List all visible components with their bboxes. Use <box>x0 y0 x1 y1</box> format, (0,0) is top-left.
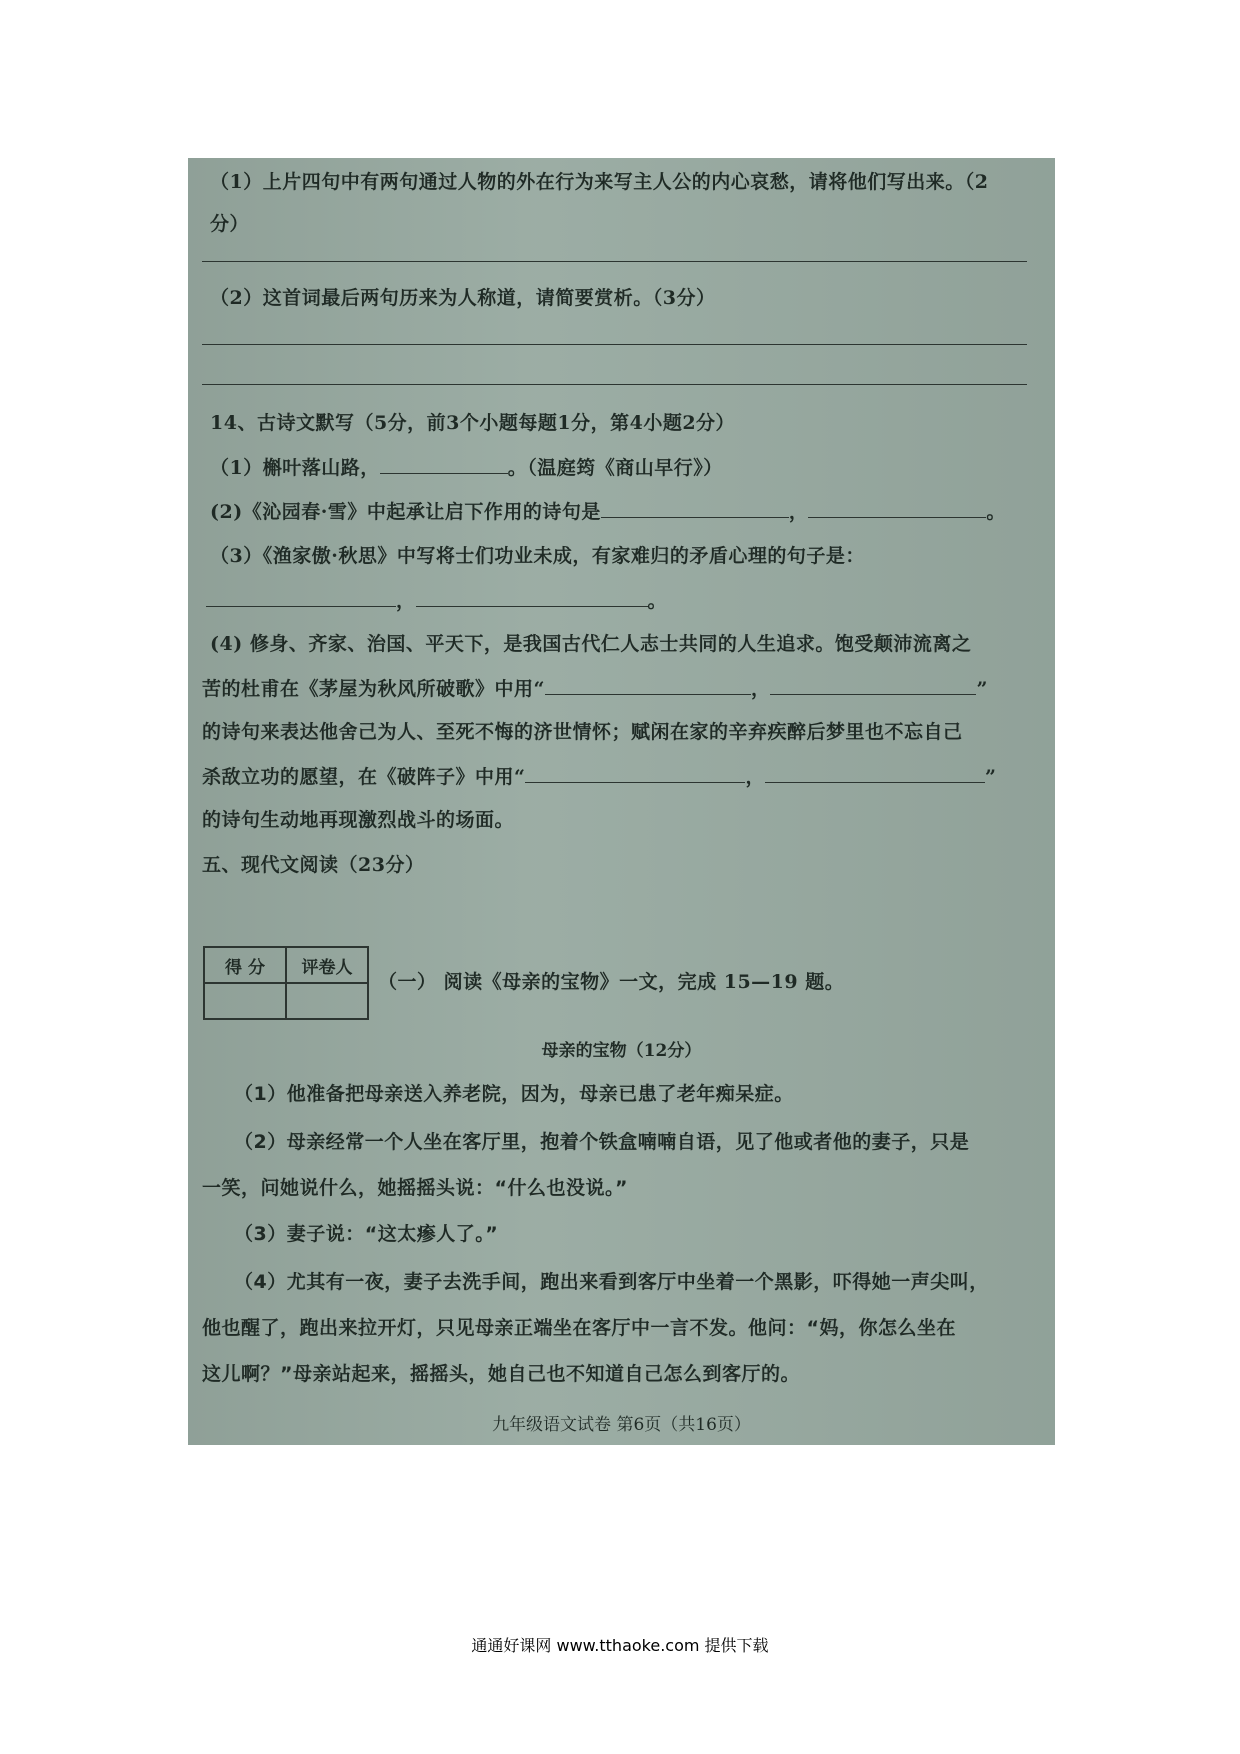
article-para4-line3: 这儿啊？”母亲站起来，摇摇头，她自己也不知道自己怎么到客厅的。 <box>202 1363 800 1385</box>
article-para2-line2: 一笑，问她说什么，她摇摇头说：“什么也没说。” <box>202 1177 628 1199</box>
section5-title: 五、现代文阅读（23分） <box>202 854 425 876</box>
score-box <box>203 946 369 1020</box>
fill-blank[interactable] <box>770 676 976 695</box>
fill-blank[interactable] <box>416 588 648 607</box>
q14-item1 <box>210 455 723 480</box>
q14-item1-text: （1）槲叶落山路， <box>210 457 380 479</box>
q14-item2 <box>210 499 1006 524</box>
score-label: 得 分 <box>204 947 286 983</box>
article-para3: （3）妻子说：“这太瘆人了。” <box>234 1223 499 1245</box>
answer-line <box>202 344 1027 345</box>
q14-item4-line5: 的诗句生动地再现激烈战斗的场面。 <box>202 809 515 831</box>
q14-item4-line4 <box>202 764 996 789</box>
article-para4-line2: 他也醒了，跑出来拉开灯，只见母亲正端坐在客厅中一言不发。他问：“妈，你怎么坐在 <box>202 1317 956 1339</box>
q14-item4-text: 杀敌立功的愿望，在《破阵子》中用“ <box>202 766 526 788</box>
fill-blank[interactable] <box>765 764 985 783</box>
q13-part2: （2）这首词最后两句历来为人称道，请简要赏析。（3分） <box>210 287 716 309</box>
score-cell[interactable] <box>204 983 286 1019</box>
q14-item3: （3）《渔家傲·秋思》中写将士们功业未成，有家难归的矛盾心理的句子是： <box>210 545 865 567</box>
q14-item4-line3: 的诗句来表达他舍己为人、至死不悔的济世情怀；赋闲在家的辛弃疾醉后梦里也不忘自己 <box>202 721 963 743</box>
period: 。 <box>647 590 668 612</box>
q13-part1-line1: （1）上片四句中有两句通过人物的外在行为来写主人公的内心哀愁，请将他们写出来。（2 <box>210 171 989 193</box>
q14-item4-line1: (4) 修身、齐家、治国、平天下，是我国古代仁人志士共同的人生追求。饱受颠沛流离之 <box>210 633 972 655</box>
fill-blank[interactable] <box>808 499 986 518</box>
fill-blank[interactable] <box>601 499 789 518</box>
page-footer: 九年级语文试卷 第6页（共16页） <box>492 1415 751 1435</box>
article-title: 母亲的宝物（12分） <box>541 1041 702 1061</box>
close-quote: ” <box>976 678 988 700</box>
grader-label: 评卷人 <box>286 947 368 983</box>
comma: ， <box>750 678 771 700</box>
comma: ， <box>788 501 809 523</box>
fill-blank[interactable] <box>380 455 508 474</box>
grader-cell[interactable] <box>286 983 368 1019</box>
q14-item1-source: 。（温庭筠《商山早行》） <box>507 457 723 479</box>
q14-item3-blanks <box>206 588 667 613</box>
comma: ， <box>745 766 765 788</box>
q14-item4-line2 <box>202 676 988 701</box>
q14-title: 14、古诗文默写（5分，前3个小题每题1分，第4小题2分） <box>210 412 736 434</box>
fill-blank[interactable] <box>545 676 751 695</box>
reading-instruction: （一） 阅读《母亲的宝物》一文，完成 15—19 题。 <box>378 971 845 993</box>
answer-line <box>202 384 1027 385</box>
site-footer: 通通好课网 www.tthaoke.com 提供下载 <box>471 1636 769 1655</box>
exam-page-photo <box>188 158 1055 1445</box>
article-para4-line1: （4）尤其有一夜，妻子去洗手间，跑出来看到客厅中坐着一个黑影，吓得她一声尖叫， <box>234 1271 989 1293</box>
period: 。 <box>986 501 1006 523</box>
fill-blank[interactable] <box>525 764 745 783</box>
q13-part1-line2: 分） <box>210 213 250 235</box>
answer-line <box>202 261 1027 262</box>
fill-blank[interactable] <box>206 588 396 607</box>
article-para1: （1）他准备把母亲送入养老院，因为，母亲已患了老年痴呆症。 <box>234 1083 794 1105</box>
article-para2-line1: （2）母亲经常一个人坐在客厅里，抱着个铁盒喃喃自语，见了他或者他的妻子，只是 <box>234 1131 970 1153</box>
q14-item2-text: (2)《沁园春·雪》中起承让启下作用的诗句是 <box>210 501 601 523</box>
close-quote: ” <box>984 766 997 788</box>
q14-item4-text: 苦的杜甫在《茅屋为秋风所破歌》中用“ <box>202 678 545 700</box>
comma: ， <box>396 590 416 612</box>
